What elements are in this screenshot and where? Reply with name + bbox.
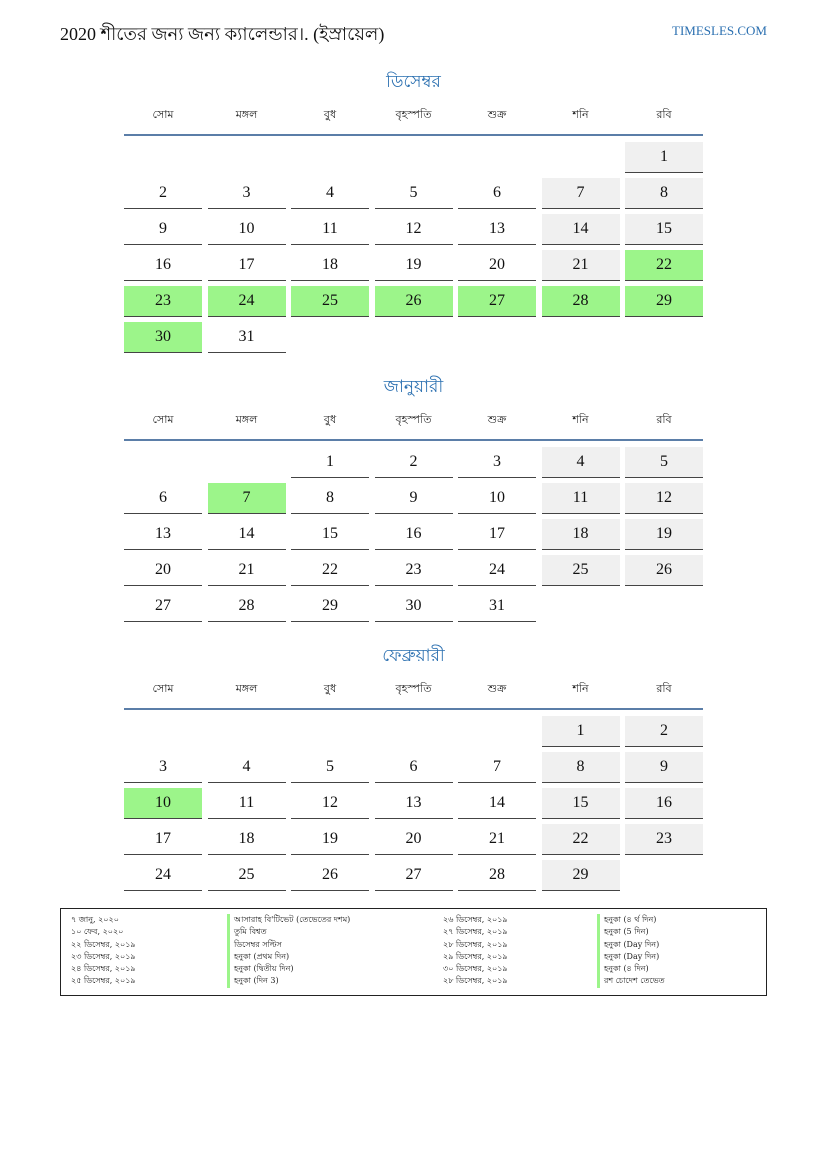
weekday-label: রবি (656, 682, 672, 695)
day-cell[interactable]: 7 (542, 178, 620, 209)
month-title: ফেব্রুয়ারী (382, 646, 445, 666)
day-cell[interactable]: 4 (208, 752, 286, 783)
day-cell[interactable]: 15 (542, 788, 620, 819)
month-title: জানুয়ারী (383, 377, 444, 397)
legend-dates-left (71, 914, 136, 988)
day-cell[interactable]: 13 (375, 788, 453, 819)
day-cell[interactable]: 25 (208, 860, 286, 891)
day-cell[interactable]: 29 (542, 860, 620, 891)
day-cell[interactable]: 1 (625, 142, 703, 173)
day-cell[interactable]: 31 (208, 322, 286, 353)
day-cell[interactable]: 19 (291, 824, 369, 855)
day-cell[interactable]: 11 (542, 483, 620, 514)
legend-holiday-name: হনুকা (দিন 3) (227, 975, 350, 987)
weekday-label: বৃহস্পতি (395, 108, 432, 121)
day-cell[interactable]: 3 (124, 752, 202, 783)
day-cell[interactable]: 20 (458, 250, 536, 281)
day-cell[interactable]: 22 (625, 250, 703, 281)
day-cell[interactable]: 15 (625, 214, 703, 245)
legend-holiday-name: হনুকা (Day দিন) (597, 951, 665, 963)
day-cell[interactable]: 29 (291, 591, 369, 622)
legend-date: ২২ ডিসেম্বর, ২০১৯ (71, 939, 136, 949)
weekday-label: শুক্র (487, 682, 507, 695)
day-cell[interactable]: 12 (375, 214, 453, 245)
day-cell[interactable]: 22 (542, 824, 620, 855)
legend-date: ৩০ ডিসেম্বর, ২০১৯ (443, 964, 508, 974)
day-cell[interactable]: 7 (458, 752, 536, 783)
day-cell[interactable]: 19 (375, 250, 453, 281)
day-cell[interactable]: 13 (124, 519, 202, 550)
day-cell[interactable]: 27 (375, 860, 453, 891)
day-cell[interactable]: 23 (375, 555, 453, 586)
day-cell[interactable]: 17 (208, 250, 286, 281)
day-cell[interactable]: 11 (208, 788, 286, 819)
legend-names-right (597, 914, 665, 988)
day-cell[interactable]: 20 (375, 824, 453, 855)
legend-holiday-name: হনুকা (প্রথম দিন) (227, 951, 350, 963)
legend-holiday-name: আসারাহ বি'টিভেট (তেভেতের দশম) (227, 914, 350, 926)
day-cell[interactable]: 30 (375, 591, 453, 622)
day-cell[interactable]: 20 (124, 555, 202, 586)
weekday-label: সোম (152, 108, 174, 121)
legend-holiday-name: হনুকা (৪ র্থ দিন) (597, 914, 665, 926)
legend-holiday-name: হনুকা (5 দিন) (597, 926, 665, 938)
day-cell[interactable]: 21 (458, 824, 536, 855)
page-title: 2020 শীতের জন্য জন্য ক্যালেন্ডার।. (ইস্রায়েল) (60, 24, 385, 44)
day-cell[interactable]: 24 (124, 860, 202, 891)
day-cell[interactable]: 5 (375, 178, 453, 209)
day-cell[interactable]: 18 (291, 250, 369, 281)
day-cell[interactable]: 10 (208, 214, 286, 245)
day-cell[interactable]: 2 (625, 716, 703, 747)
day-cell[interactable]: 8 (542, 752, 620, 783)
day-cell[interactable]: 10 (458, 483, 536, 514)
weekday-label: বৃহস্পতি (395, 413, 432, 426)
day-cell[interactable]: 12 (625, 483, 703, 514)
day-cell[interactable]: 30 (124, 322, 202, 353)
weekday-label: বৃহস্পতি (395, 682, 432, 695)
legend-date: ৭ জানু, ২০২০ (71, 915, 119, 924)
weekday-label: মঙ্গল (235, 682, 258, 695)
legend-holiday-name: হনুকা (Day দিন) (597, 939, 665, 951)
day-cell[interactable]: 22 (291, 555, 369, 586)
day-cell[interactable]: 26 (625, 555, 703, 586)
day-cell[interactable]: 27 (124, 591, 202, 622)
weekday-header (124, 102, 703, 136)
day-cell[interactable]: 14 (208, 519, 286, 550)
day-cell[interactable]: 12 (291, 788, 369, 819)
day-cell[interactable]: 26 (375, 286, 453, 317)
day-cell[interactable]: 4 (291, 178, 369, 209)
site-link[interactable]: TIMESLES.COM (672, 23, 767, 38)
day-cell[interactable]: 6 (124, 483, 202, 514)
day-cell[interactable]: 6 (375, 752, 453, 783)
weekday-label: বুধ (323, 682, 337, 695)
day-cell[interactable]: 14 (542, 214, 620, 245)
legend-date: ২৪ ডিসেম্বর, ২০১৯ (71, 964, 136, 974)
weekday-label: শনি (572, 413, 589, 426)
day-cell[interactable]: 25 (291, 286, 369, 317)
day-cell[interactable]: 28 (458, 860, 536, 891)
legend-date: ২৯ ডিসেম্বর, ২০১৯ (443, 951, 508, 961)
legend-names-left (227, 914, 350, 988)
day-cell[interactable]: 24 (458, 555, 536, 586)
legend-date: ২৭ ডিসেম্বর, ২০১৯ (443, 927, 508, 937)
day-cell[interactable]: 19 (625, 519, 703, 550)
weekday-label: সোম (152, 682, 174, 695)
weekday-label: মঙ্গল (235, 413, 258, 426)
day-cell[interactable]: 4 (542, 447, 620, 478)
weekday-label: মঙ্গল (235, 108, 258, 121)
weekday-header (124, 676, 703, 710)
day-cell[interactable]: 16 (124, 250, 202, 281)
day-cell[interactable]: 2 (375, 447, 453, 478)
day-cell[interactable]: 18 (208, 824, 286, 855)
day-cell[interactable]: 31 (458, 591, 536, 622)
day-cell[interactable]: 1 (291, 447, 369, 478)
day-cell[interactable]: 13 (458, 214, 536, 245)
day-cell[interactable]: 3 (458, 447, 536, 478)
day-cell[interactable]: 29 (625, 286, 703, 317)
day-cell[interactable]: 6 (458, 178, 536, 209)
month-title: ডিসেম্বর (386, 72, 441, 92)
day-cell[interactable]: 16 (375, 519, 453, 550)
holiday-legend (60, 908, 767, 996)
day-cell[interactable]: 8 (625, 178, 703, 209)
day-cell[interactable]: 21 (542, 250, 620, 281)
day-cell[interactable]: 27 (458, 286, 536, 317)
legend-date: ২৮ ডিসেম্বর, ২০১৯ (443, 976, 508, 986)
weekday-label: বুধ (323, 413, 337, 426)
day-cell[interactable]: 9 (124, 214, 202, 245)
month-january (124, 373, 703, 614)
weekday-label: রবি (656, 413, 672, 426)
weekday-label: শনি (572, 108, 589, 121)
weekday-label: বুধ (323, 108, 337, 121)
day-cell[interactable]: 24 (208, 286, 286, 317)
day-cell[interactable]: 8 (291, 483, 369, 514)
day-cell[interactable]: 3 (208, 178, 286, 209)
weekday-label: শনি (572, 682, 589, 695)
legend-holiday-name: হনুকা (দ্বিতীয় দিন) (227, 963, 350, 975)
weekday-label: সোম (152, 413, 174, 426)
legend-holiday-name: রশ চোদেশ তেভেত (597, 975, 665, 987)
legend-date: ২৮ ডিসেম্বর, ২০১৯ (443, 939, 508, 949)
day-cell[interactable]: 10 (124, 788, 202, 819)
day-cell[interactable]: 28 (542, 286, 620, 317)
day-cell[interactable]: 25 (542, 555, 620, 586)
day-cell[interactable]: 23 (625, 824, 703, 855)
legend-dates-right (443, 914, 508, 988)
weekday-label: শুক্র (487, 108, 507, 121)
legend-date: ২৫ ডিসেম্বর, ২০১৯ (71, 976, 136, 986)
day-cell[interactable]: 26 (291, 860, 369, 891)
month-december (124, 68, 703, 345)
legend-holiday-name: ডিসেম্বর সল্টিস (227, 939, 350, 951)
day-cell[interactable]: 23 (124, 286, 202, 317)
day-cell[interactable]: 14 (458, 788, 536, 819)
day-cell[interactable]: 18 (542, 519, 620, 550)
day-cell[interactable]: 11 (291, 214, 369, 245)
month-february (124, 642, 703, 883)
legend-holiday-name: হনুকা (৪ দিন) (597, 963, 665, 975)
legend-date: ২৬ ডিসেম্বর, ২০১৯ (443, 915, 508, 924)
legend-date: ২৩ ডিসেম্বর, ২০১৯ (71, 951, 136, 961)
day-cell[interactable]: 5 (625, 447, 703, 478)
weekday-label: রবি (656, 108, 672, 121)
day-cell[interactable]: 9 (375, 483, 453, 514)
weekday-label: শুক্র (487, 413, 507, 426)
day-cell[interactable]: 7 (208, 483, 286, 514)
day-cell[interactable]: 15 (291, 519, 369, 550)
day-cell[interactable]: 17 (458, 519, 536, 550)
weekday-header (124, 407, 703, 441)
day-cell[interactable]: 17 (124, 824, 202, 855)
day-cell[interactable]: 21 (208, 555, 286, 586)
day-cell[interactable]: 9 (625, 752, 703, 783)
day-cell[interactable]: 1 (542, 716, 620, 747)
legend-date: ১০ ফেব, ২০২০ (71, 927, 124, 937)
day-cell[interactable]: 28 (208, 591, 286, 622)
legend-holiday-name: তুমি বিশ্বত (227, 926, 350, 938)
day-cell[interactable]: 2 (124, 178, 202, 209)
day-cell[interactable]: 5 (291, 752, 369, 783)
day-cell[interactable]: 16 (625, 788, 703, 819)
